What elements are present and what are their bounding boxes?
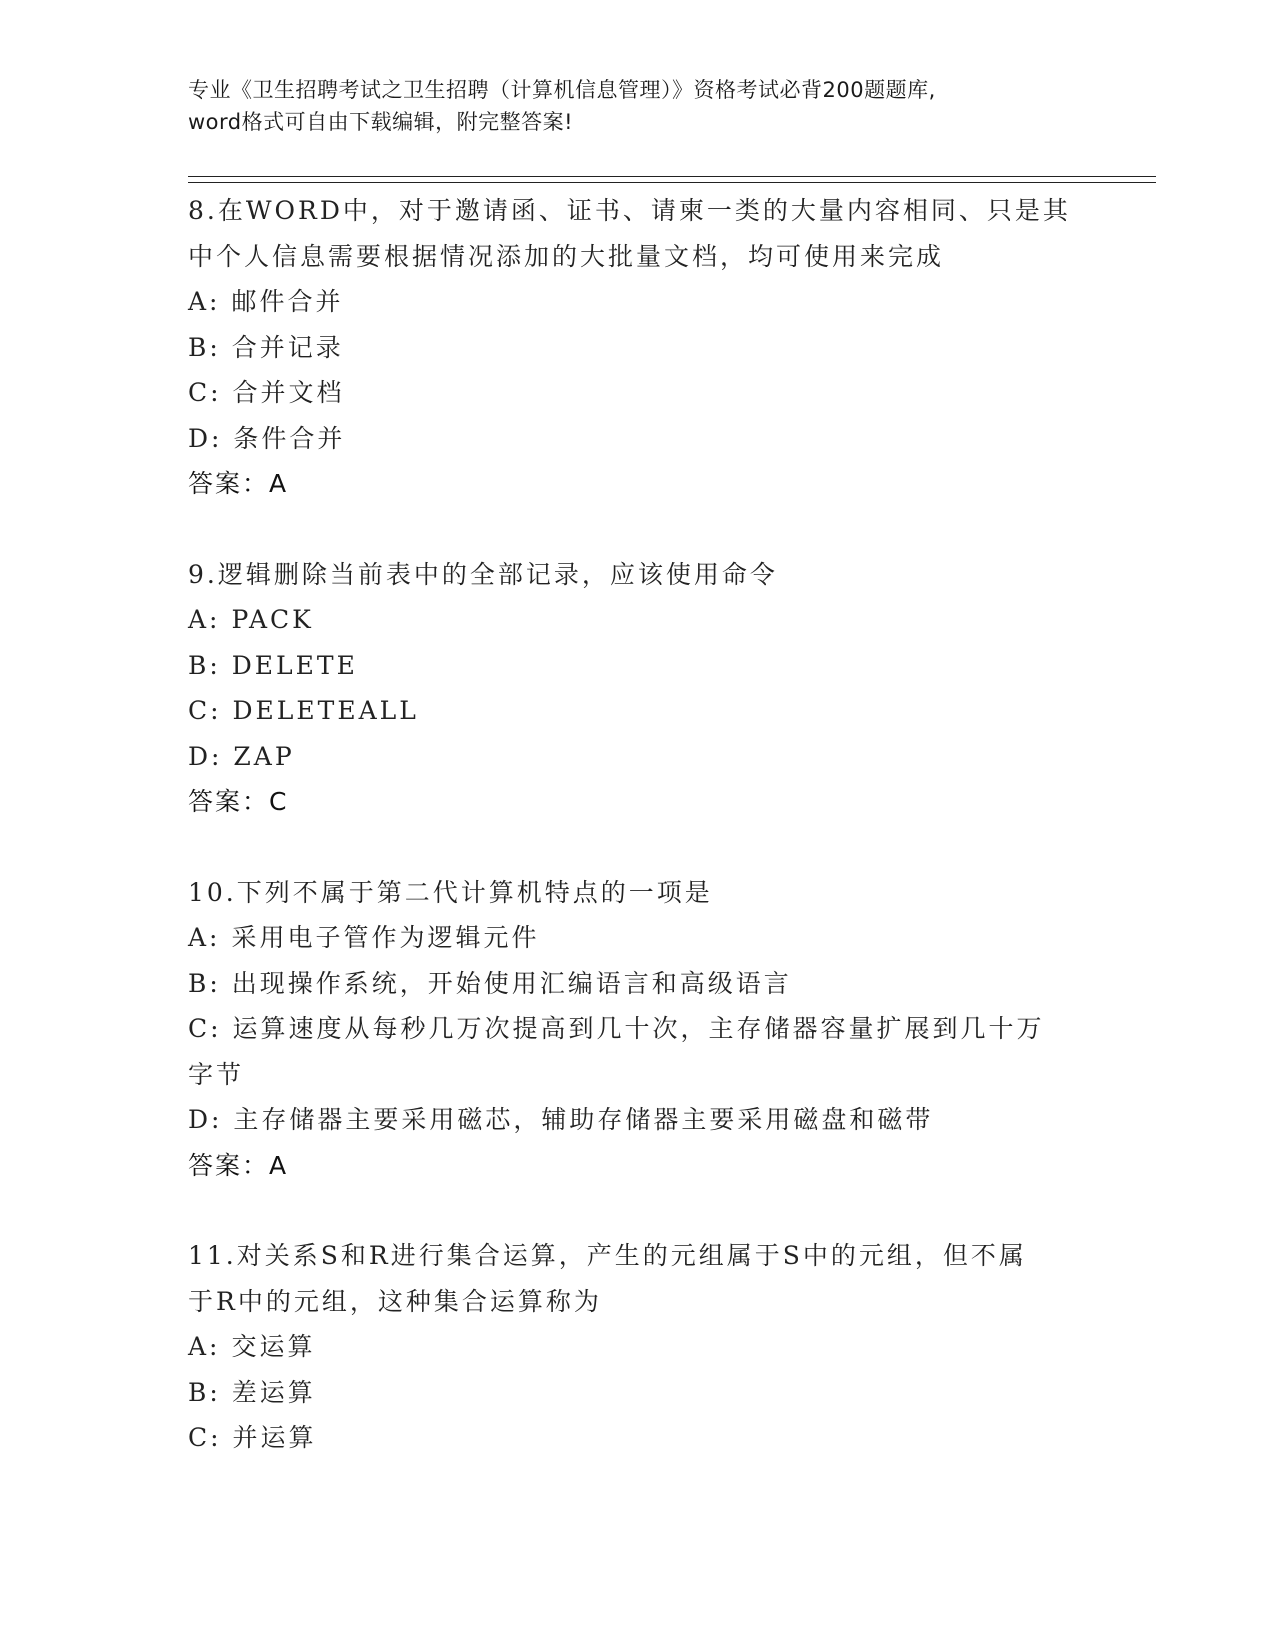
question-9-answer: 答案：C: [188, 787, 289, 816]
option-text: 主存储器主要采用磁芯，辅助存储器主要采用磁盘和磁带: [233, 1105, 934, 1134]
option-key: B:: [188, 1377, 221, 1407]
option-key: C:: [188, 1014, 222, 1043]
option-key: D:: [188, 741, 223, 771]
question-9-option-a: [188, 597, 1088, 643]
option-text: 交运算: [231, 1332, 316, 1361]
question-9-option-b: [188, 643, 1088, 689]
option-text: 并运算: [232, 1423, 317, 1452]
question-11-option-b: [188, 1370, 1088, 1416]
question-10-option-b: [188, 961, 1088, 1007]
header-divider-top: [188, 176, 1156, 177]
option-text: 差运算: [231, 1377, 316, 1407]
option-key: C:: [188, 696, 222, 725]
option-text: 合并文档: [232, 378, 345, 407]
question-10-answer: 答案：A: [188, 1150, 289, 1180]
question-8-stem-line-2: 中个人信息需要根据情况添加的大批量文档，均可使用来完成: [188, 241, 945, 271]
question-11-stem-line-2: 于R中的元组，这种集合运算称为: [188, 1286, 602, 1316]
question-9: [188, 552, 1088, 825]
option-key: A:: [188, 605, 221, 634]
option-text: 出现操作系统，开始使用汇编语言和高级语言: [231, 968, 792, 998]
question-11-option-a: [188, 1324, 1088, 1370]
question-8-option-d: [188, 416, 1088, 462]
option-text: 合并记录: [231, 332, 344, 362]
option-key: A:: [188, 1332, 221, 1361]
option-text: 运算速度从每秒几万次提高到几十次，主存储器容量扩展到几十万: [232, 1014, 1045, 1043]
question-8-option-c: [188, 370, 1088, 416]
option-key: A:: [188, 923, 221, 952]
option-text: DELETEALL: [232, 696, 419, 725]
question-8-stem-line-1: 8.在WORD中，对于邀请函、证书、请柬一类的大量内容相同、只是其: [188, 196, 1071, 225]
option-text: 条件合并: [233, 423, 346, 453]
option-text: PACK: [231, 605, 314, 634]
question-8: [188, 188, 1088, 507]
question-10-option-a: [188, 915, 1088, 961]
question-10-option-c-continued: 字节: [188, 1059, 245, 1089]
option-key: B:: [188, 332, 221, 362]
spacer: [188, 507, 1088, 552]
question-8-answer: 答案：A: [188, 469, 289, 498]
question-9-option-c: [188, 688, 1088, 734]
question-10-option-c: [188, 1006, 1088, 1052]
question-8-option-a: [188, 279, 1088, 325]
question-list: [188, 188, 1088, 1461]
question-10: [188, 870, 1088, 1189]
question-9-stem-line-1: 9.逻辑删除当前表中的全部记录，应该使用命令: [188, 559, 778, 589]
option-text: 邮件合并: [231, 287, 344, 316]
header-title-line-2: word格式可自由下载编辑，附完整答案!: [188, 110, 574, 134]
option-key: B:: [188, 968, 221, 998]
option-key: B:: [188, 650, 221, 680]
option-key: A:: [188, 287, 221, 316]
header-title-line-1: 专业《卫生招聘考试之卫生招聘（计算机信息管理）》资格考试必背200题题库,: [188, 78, 936, 102]
option-key: D:: [188, 1105, 223, 1134]
question-11: [188, 1233, 1088, 1461]
question-11-stem-line-1: 11.对关系S和R进行集合运算，产生的元组属于S中的元组，但不属: [188, 1241, 1027, 1270]
spacer: [188, 1188, 1088, 1233]
header-divider-bottom: [188, 182, 1156, 183]
option-text: 采用电子管作为逻辑元件: [231, 923, 540, 952]
option-key: D:: [188, 423, 223, 453]
document-header: [188, 74, 1088, 138]
question-9-option-d: [188, 734, 1088, 780]
question-8-option-b: [188, 325, 1088, 371]
option-text: ZAP: [233, 741, 295, 771]
option-text: DELETE: [231, 650, 358, 680]
question-10-stem-line-1: 10.下列不属于第二代计算机特点的一项是: [188, 877, 713, 907]
option-key: C:: [188, 1423, 222, 1452]
option-key: C:: [188, 378, 222, 407]
spacer: [188, 825, 1088, 870]
question-10-option-d: [188, 1097, 1088, 1143]
question-11-option-c: [188, 1415, 1088, 1461]
